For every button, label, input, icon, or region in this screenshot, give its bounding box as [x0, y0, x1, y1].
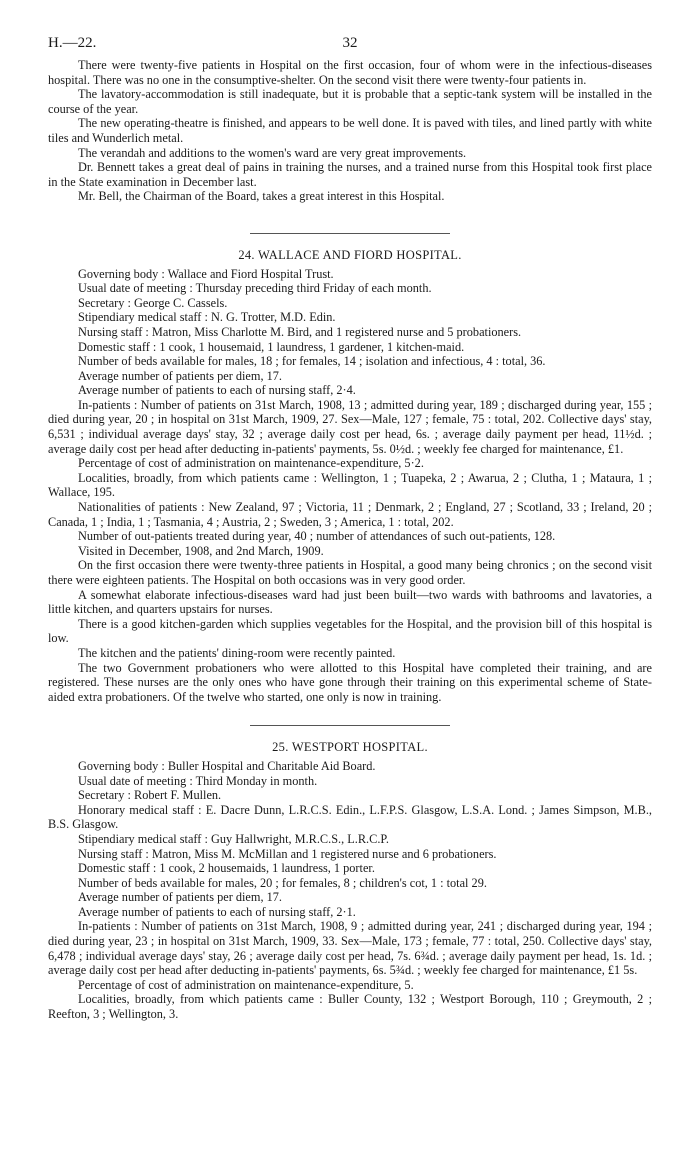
section-title: 24. WALLACE AND FIORD HOSPITAL. — [238, 247, 462, 262]
paragraph: Number of beds available for males, 20 ; for females, 8 ; children's cot, 1 : total 29. — [78, 875, 487, 890]
paragraph: Average number of patients per diem, 17. — [78, 890, 282, 905]
paragraph: Nursing staff : Matron, Miss Charlotte M. Bird, and 1 registered nurse and 5 probationers. — [78, 324, 522, 339]
paragraph: Nationalities of patients : New Zealand, 97 ; Victoria, 11 ; Denmark, 2 ; England, 27 ; Scotland, 33 ; Ireland, 20 ; Canada, 1 ; India, 1 ; Tasmania, 4 ; Austria, 2 ; Sweden, 3 ; America, 1 : total, 202. — [48, 500, 652, 529]
paragraph: The new operating-theatre is finished, and appears to be well done. It is paved with tiles, and lined partly with white tiles and Wunderlich metal. — [48, 116, 652, 145]
paragraph: Mr. Bell, the Chairman of the Board, takes a great interest in this Hospital. — [78, 189, 445, 204]
paragraph: The two Government probationers who were allotted to this Hospital have completed their training, and are registered. These nurses are the only ones who have gone through their training on this experimental scheme of State-aided extra probationers. Of the twelve who started, one only is now in training. — [48, 660, 652, 704]
paragraph: Average number of patients to each of nursing staff, 2·1. — [78, 904, 356, 919]
paragraph: On the first occasion there were twenty-three patients in Hospital, a good many being chronics ; on the second visit there were eighteen patients. The Hospital on both occasions was in very good order. — [48, 558, 652, 587]
paragraph: Secretary : George C. Cassels. — [78, 295, 228, 310]
intro-section — [48, 58, 652, 204]
paragraph: Secretary : Robert F. Mullen. — [78, 788, 222, 803]
paragraph: Usual date of meeting : Third Monday in month. — [78, 773, 318, 788]
paragraph: Number of beds available for males, 18 ; for females, 14 ; isolation and infectious, 4 : total, 36. — [78, 354, 546, 369]
paragraph: Governing body : Wallace and Fiord Hospital Trust. — [78, 266, 334, 281]
paragraph: Domestic staff : 1 cook, 1 housemaid, 1 laundress, 1 gardener, 1 kitchen-maid. — [78, 339, 465, 354]
paragraph: In-patients : Number of patients on 31st March, 1908, 13 ; admitted during year, 189 ; discharged during year, 155 ; died during year, 20 ; in hospital on 31st March, 1909, 27. Sex—Male, 127 ; female, 75 : total, 202. Collective days' stay, 6,531 ; individual average days' stay, 32 ; average daily cost per head, 6s. ; average daily payment per head, 11½d. ; average daily cost per head after deducting in-patients' payments, 5s. 0½d. ; weekly fee charged for maintenance, £1. — [48, 397, 652, 456]
paragraph: Average number of patients per diem, 17. — [78, 368, 282, 383]
paragraph: Visited in December, 1908, and 2nd March, 1909. — [78, 543, 324, 558]
document-page — [48, 36, 652, 1022]
paragraph: Domestic staff : 1 cook, 2 housemaids, 1 laundress, 1 porter. — [78, 861, 375, 876]
document-reference: H.—22. — [48, 35, 97, 51]
paragraph: Usual date of meeting : Thursday preceding third Friday of each month. — [78, 281, 432, 296]
paragraph: A somewhat elaborate infectious-diseases ward had just been built—two wards with bathrooms and lavatories, a little kitchen, and quarters upstairs for nurses. — [48, 587, 652, 617]
paragraph: Stipendiary medical staff : Guy Hallwright, M.R.C.S., L.R.C.P. — [78, 831, 389, 846]
section-wallace-fiord-hospital — [48, 248, 652, 704]
paragraph: The kitchen and the patients' dining-room were recently painted. — [78, 645, 396, 660]
page-header — [48, 36, 652, 58]
paragraph: Governing body : Buller Hospital and Charitable Aid Board. — [78, 758, 376, 773]
paragraph: The lavatory-accommodation is still inadequate, but it is probable that a septic-tank system will be installed in the course of the year. — [48, 87, 652, 116]
page-number: 32 — [342, 35, 358, 51]
paragraph: There were twenty-five patients in Hospital on the first occasion, four of whom were in the infectious-diseases hospital. There was no one in the consumptive-shelter. On the second visit there were twenty-four patients in. — [48, 58, 652, 87]
paragraph: Honorary medical staff : E. Dacre Dunn, L.R.C.S. Edin., L.F.P.S. Glasgow, L.S.A. Lond. ; James Simpson, M.B., B.S. Glasgow. — [48, 802, 652, 832]
paragraph: Localities, broadly, from which patients came : Wellington, 1 ; Tuapeka, 2 ; Awarua, 2 ; Clutha, 1 ; Mataura, 1 ; Wallace, 195. — [48, 470, 652, 500]
paragraph: The verandah and additions to the women's ward are very great improvements. — [78, 145, 467, 160]
paragraph: Stipendiary medical staff : N. G. Trotter, M.D. Edin. — [78, 310, 336, 325]
paragraph: Average number of patients to each of nursing staff, 2·4. — [78, 383, 356, 398]
paragraph: Dr. Bennett takes a great deal of pains in training the nurses, and a trained nurse from this Hospital took first place in the State examination in December last. — [48, 160, 652, 189]
section-westport-hospital — [48, 740, 652, 1021]
paragraph: There is a good kitchen-garden which supplies vegetables for the Hospital, and the provision bill of this hospital is low. — [48, 616, 652, 646]
paragraph: Percentage of cost of administration on maintenance-expenditure, 5·2. — [78, 456, 424, 471]
paragraph: Number of out-patients treated during year, 40 ; number of attendances of such out-patients, 128. — [78, 529, 556, 544]
paragraph: Percentage of cost of administration on maintenance-expenditure, 5. — [78, 977, 414, 992]
section-title: 25. WESTPORT HOSPITAL. — [272, 740, 428, 755]
paragraph: In-patients : Number of patients on 31st March, 1908, 9 ; admitted during year, 241 ; discharged during year, 194 ; died during year, 23 ; in hospital on 31st March, 1909, 33. Sex—Male, 173 ; female, 77 : total, 250. Collective days' stay, 6,478 ; individual average days' stay, 26 ; average daily cost per head, 7s. 6¾d. ; average daily payment per head, 1s. 1d. ; average daily cost per head after deducting in-patients' payments, 6s. 5¾d. ; weekly fee charged for maintenance, £1 5s. — [48, 919, 652, 978]
paragraph: Localities, broadly, from which patients came : Buller County, 132 ; Westport Borough, 110 ; Greymouth, 2 ; Reefton, 3 ; Wellington, 3. — [48, 992, 652, 1022]
paragraph: Nursing staff : Matron, Miss M. McMillan and 1 registered nurse and 6 probationers. — [78, 846, 497, 861]
